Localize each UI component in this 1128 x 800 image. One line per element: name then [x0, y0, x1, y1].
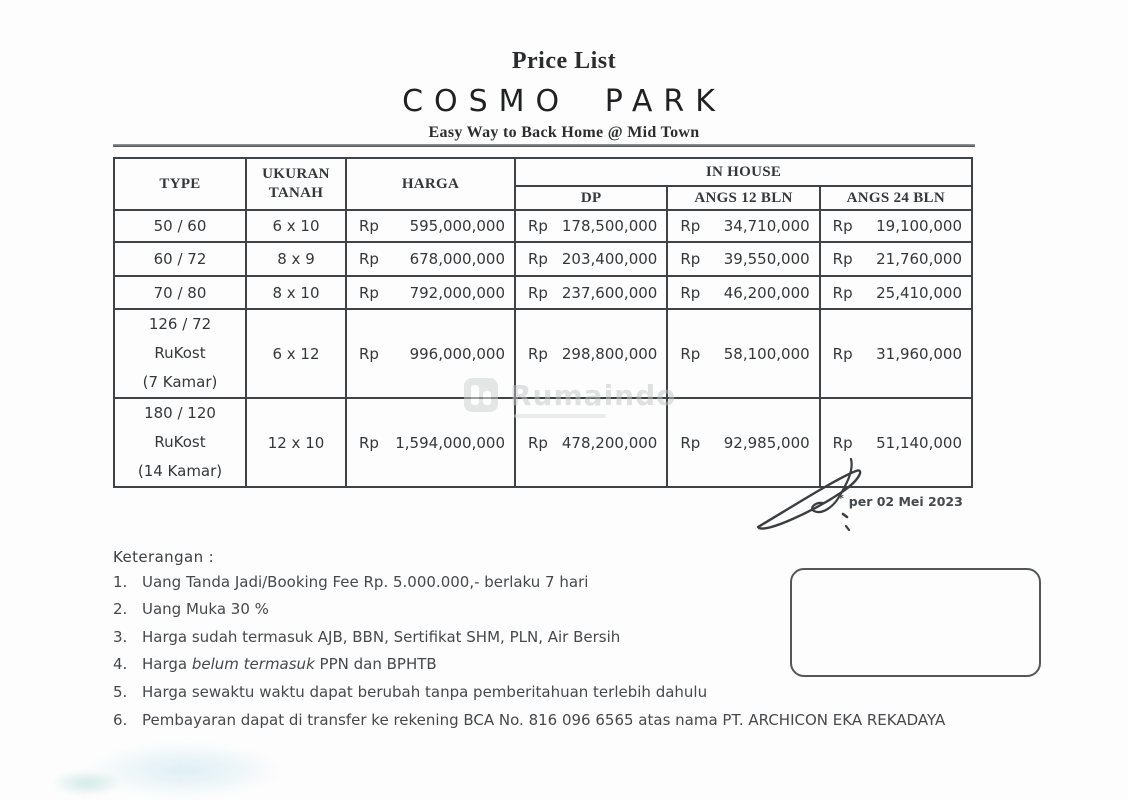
amount: 298,800,000	[561, 344, 658, 363]
type-line: 126 / 72	[148, 315, 212, 333]
currency-label: Rp	[528, 250, 548, 268]
scan-artifact-blob	[52, 770, 122, 796]
cell-harga	[346, 210, 515, 242]
currency-label: Rp	[832, 433, 853, 452]
cell-type	[114, 398, 246, 487]
amount: 996,000,000	[409, 344, 505, 363]
cell-angs-24	[820, 210, 972, 242]
note-number: 2.	[113, 600, 128, 618]
cell-dp	[515, 276, 667, 309]
currency-label: Rp	[680, 344, 701, 363]
cell-ukuran: 8 x 10	[246, 276, 346, 309]
currency-label: Rp	[359, 344, 379, 363]
amount: 178,500,000	[561, 217, 658, 235]
type-line: (14 Kamar)	[137, 462, 223, 480]
col-header-harga: HARGA	[346, 158, 515, 210]
note-text: Pembayaran dapat di transfer ke rekening BCA No. 816 096 6565 atas nama PT. ARCHICON EKA REKADAYA	[142, 711, 946, 729]
currency-label: Rp	[832, 283, 853, 302]
watermark-text: Rumaindo	[510, 378, 677, 412]
table-row	[114, 242, 972, 276]
cell-type	[114, 309, 246, 398]
currency-label: Rp	[528, 344, 548, 363]
note-item-6	[113, 711, 945, 729]
cell-ukuran: 8 x 9	[246, 242, 346, 276]
currency-label: Rp	[528, 217, 548, 235]
note-number: 1.	[113, 573, 128, 591]
note-item-3	[113, 628, 620, 646]
amount: 58,100,000	[723, 344, 810, 363]
cell-dp	[515, 242, 667, 276]
cell-angs-24	[820, 242, 972, 276]
brand-name: COSMO PARK	[402, 84, 726, 119]
currency-label: Rp	[359, 217, 379, 235]
note-item-4	[113, 655, 437, 673]
page-title: Price List	[511, 48, 617, 74]
currency-label: Rp	[680, 250, 701, 268]
type-line: 180 / 120	[144, 404, 216, 422]
currency-label: Rp	[359, 250, 379, 268]
cell-type: 70 / 80	[114, 276, 246, 309]
header-divider	[113, 144, 975, 147]
table-row	[114, 309, 972, 398]
amount: 34,710,000	[723, 217, 810, 235]
note-text-italic: belum termasuk	[191, 655, 315, 673]
amount: 92,985,000	[723, 433, 810, 452]
note-number: 5.	[113, 683, 128, 701]
note-text	[142, 655, 437, 673]
cell-angs-12	[667, 309, 819, 398]
cell-angs-12	[667, 210, 819, 242]
amount: 237,600,000	[561, 283, 658, 302]
amount: 39,550,000	[723, 250, 810, 268]
asterisk-marker: *	[838, 492, 844, 505]
amount: 203,400,000	[561, 250, 658, 268]
date-note-text: per 02 Mei 2023	[848, 494, 963, 509]
note-text-suffix: PPN dan BPHTB	[314, 655, 437, 673]
amount: 51,140,000	[876, 433, 962, 452]
col-header-angs-12: ANGS 12 BLN	[667, 186, 819, 210]
cell-harga	[346, 242, 515, 276]
cell-dp	[515, 210, 667, 242]
currency-label: Rp	[832, 217, 853, 235]
cell-harga	[346, 309, 515, 398]
cell-dp	[515, 398, 667, 487]
cell-angs-24	[820, 276, 972, 309]
amount: 21,760,000	[876, 250, 962, 268]
cell-ukuran: 6 x 10	[246, 210, 346, 242]
type-line: (7 Kamar)	[142, 373, 218, 391]
amount: 478,200,000	[561, 433, 658, 452]
cell-ukuran: 12 x 10	[246, 398, 346, 487]
note-item-2	[113, 600, 269, 618]
note-text-prefix: Harga	[142, 655, 192, 673]
cell-dp	[515, 309, 667, 398]
amount: 792,000,000	[409, 283, 505, 302]
amount: 31,960,000	[876, 344, 962, 363]
cell-angs-12	[667, 276, 819, 309]
table-header-row-1	[114, 158, 972, 186]
cell-ukuran: 6 x 12	[246, 309, 346, 398]
cell-type: 50 / 60	[114, 210, 246, 242]
col-header-dp: DP	[515, 186, 667, 210]
currency-label: Rp	[832, 344, 853, 363]
table-row	[114, 276, 972, 309]
cell-angs-12	[667, 242, 819, 276]
note-number: 4.	[113, 655, 128, 673]
amount: 1,594,000,000	[395, 433, 505, 452]
note-number: 6.	[113, 711, 128, 729]
currency-label: Rp	[680, 217, 701, 235]
currency-label: Rp	[528, 433, 548, 452]
brand-tagline: Easy Way to Back Home @ Mid Town	[428, 124, 700, 141]
notes-heading: Keterangan :	[113, 548, 215, 566]
col-header-ukuran-line1: UKURAN	[262, 166, 330, 182]
empty-stamp-box	[790, 568, 1041, 677]
cell-angs-24	[820, 309, 972, 398]
note-text: Uang Muka 30 %	[142, 600, 269, 618]
note-number: 3.	[113, 628, 128, 646]
amount: 25,410,000	[876, 283, 962, 302]
note-item-1	[113, 573, 588, 591]
amount: 46,200,000	[723, 283, 810, 302]
type-line: RuKost	[154, 433, 206, 451]
price-table	[113, 157, 973, 488]
currency-label: Rp	[680, 433, 701, 452]
note-text: Harga sudah termasuk AJB, BBN, Sertifikat SHM, PLN, Air Bersih	[142, 628, 621, 646]
col-header-ukuran-tanah	[246, 158, 346, 210]
col-header-type: TYPE	[114, 158, 246, 210]
currency-label: Rp	[359, 433, 379, 452]
type-line: RuKost	[154, 344, 206, 362]
cell-harga	[346, 276, 515, 309]
note-text: Uang Tanda Jadi/Booking Fee Rp. 5.000.000,- berlaku 7 hari	[142, 573, 589, 591]
note-text: Harga sewaktu waktu dapat berubah tanpa pemberitahuan terlebih dahulu	[142, 683, 708, 701]
currency-label: Rp	[680, 283, 701, 302]
cell-harga	[346, 398, 515, 487]
currency-label: Rp	[359, 283, 379, 302]
col-header-angs-24: ANGS 24 BLN	[820, 186, 972, 210]
note-item-5	[113, 683, 707, 701]
col-header-ukuran-line2: TANAH	[268, 185, 324, 201]
table-row	[114, 210, 972, 242]
amount: 19,100,000	[876, 217, 962, 235]
col-header-in-house: IN HOUSE	[515, 158, 972, 186]
price-date-note	[838, 494, 963, 509]
amount: 595,000,000	[409, 217, 505, 235]
amount: 678,000,000	[409, 250, 505, 268]
cell-type: 60 / 72	[114, 242, 246, 276]
currency-label: Rp	[832, 250, 853, 268]
currency-label: Rp	[528, 283, 548, 302]
